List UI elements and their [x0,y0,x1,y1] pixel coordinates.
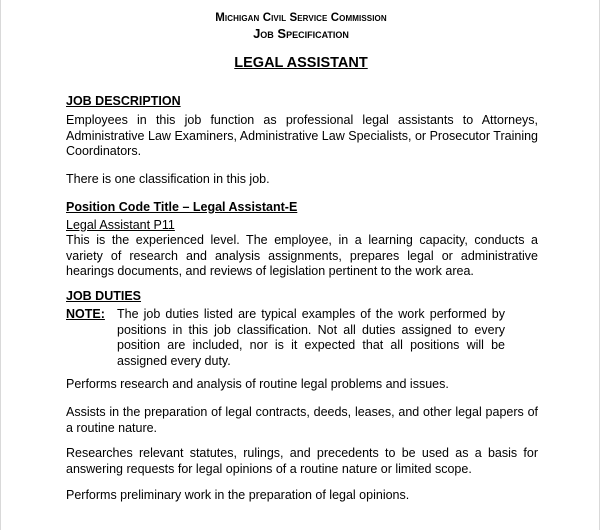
job-duties-heading: JOB DUTIES [66,289,142,303]
classification-note: There is one classification in this job. [66,172,270,186]
level-description: This is the experienced level. The employee, in a learning capacity, conducts a variety of research and analysis assignments, prepares legal or administrative hearings documents, and reviews of legislation pertinent to the work area. [66,233,538,278]
document-type: Job Specification [253,26,349,41]
agency-name: Michigan Civil Service Commission [215,12,387,24]
duty-item: Researches relevant statutes, rulings, and precedents to be used as a basis for answering requests for legal opinions of a routine nature or limited scope. [66,446,538,476]
page-title: LEGAL ASSISTANT [234,55,368,71]
note-text: The job duties listed are typical examples of the work performed by positions in this job classification. Not all duties assigned to every position are included, nor is it expected that all positions will be assigned every duty. [117,307,505,368]
duty-item: Assists in the preparation of legal contracts, deeds, leases, and other legal papers of a routine nature. [66,405,538,435]
duty-item: Performs research and analysis of routine legal problems and issues. [66,377,449,391]
position-code-heading: Position Code Title – Legal Assistant-E [66,200,298,214]
duty-item: Performs preliminary work in the preparation of legal opinions. [66,488,410,502]
level-name: Legal Assistant P11 [66,218,175,232]
note-label: NOTE: [66,307,105,321]
job-description-text: Employees in this job function as professional legal assistants to Attorneys, Administrative Law Examiners, Administrative Law Specialists, or Prosecutor Training Coordinators. [66,113,538,158]
job-description-heading: JOB DESCRIPTION [66,94,181,108]
